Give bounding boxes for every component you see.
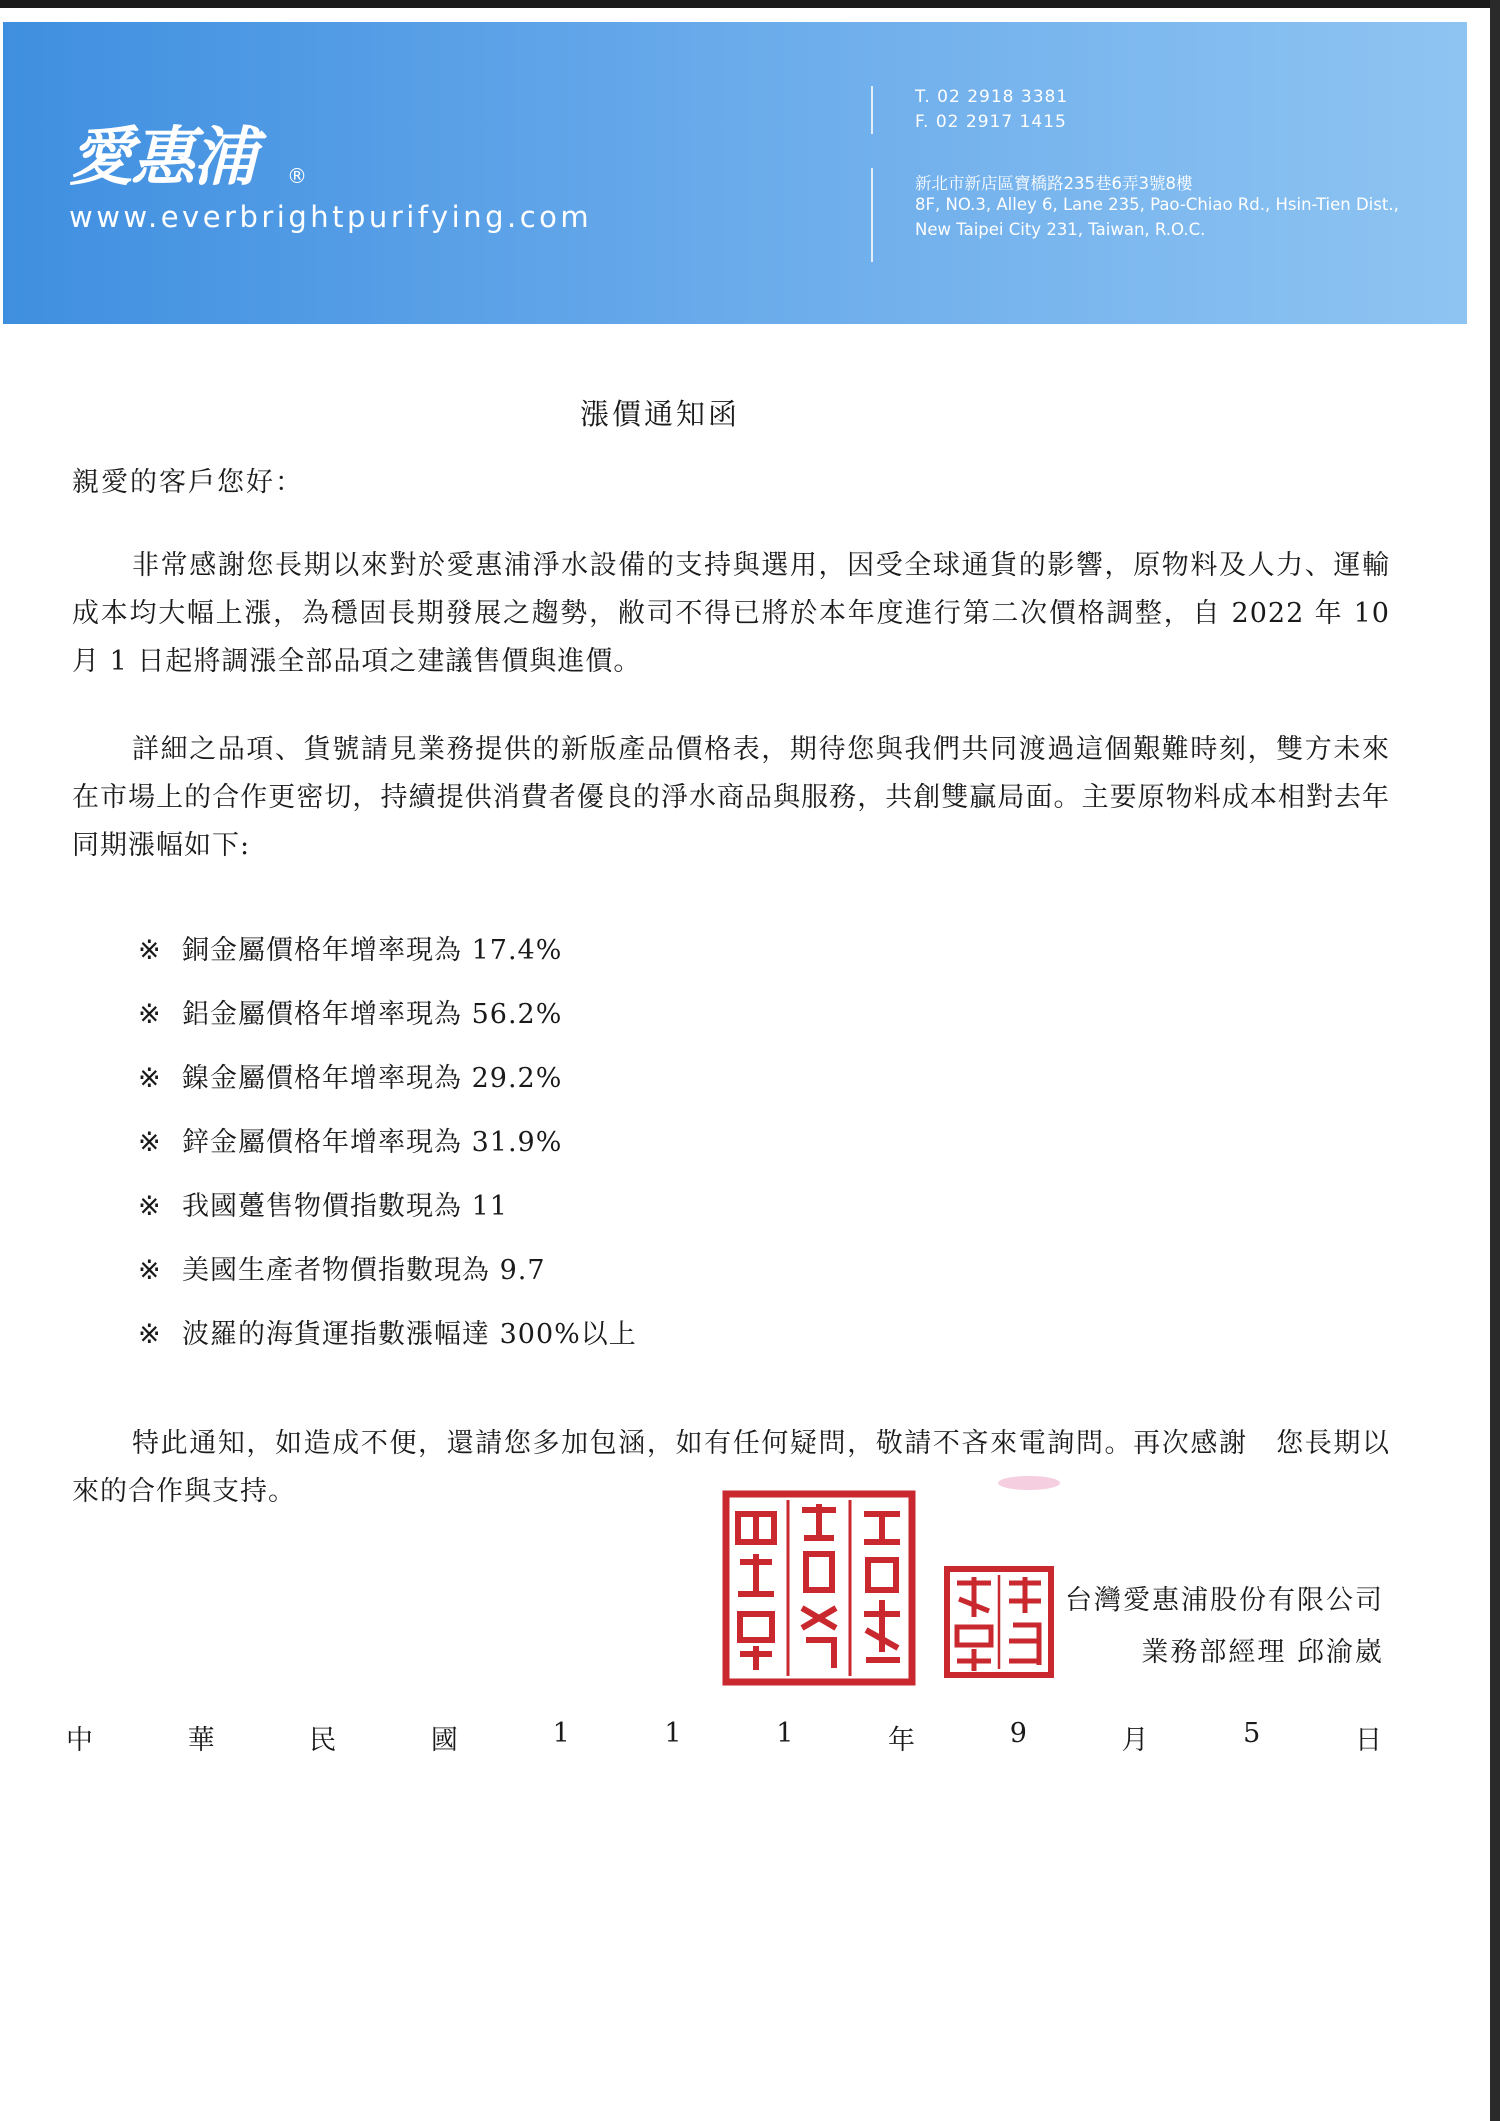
address-english-line2: New Taipei City 231, Taiwan, R.O.C. [915, 220, 1206, 239]
list-item-text: 波羅的海貨運指數漲幅達 300%以上 [182, 1319, 637, 1350]
bullet-mark: ※ [138, 1191, 162, 1222]
date-char: 月 [1121, 1725, 1149, 1756]
company-seal-stamp [722, 1490, 916, 1686]
list-item [138, 925, 637, 989]
date-char: 1 [664, 1718, 682, 1749]
bullet-mark: ※ [138, 1063, 162, 1094]
list-item [138, 1117, 637, 1181]
list-item [138, 1053, 637, 1117]
date-char: 中 [66, 1725, 93, 1756]
scan-edge-top [0, 0, 1500, 8]
list-item-text: 鋅金屬價格年增率現為 31.9% [182, 1127, 563, 1158]
list-item-text: 鋁金屬價格年增率現為 56.2% [182, 999, 563, 1030]
body-paragraph-1: 非常感謝您長期以來對於愛惠浦淨水設備的支持與選用，因受全球通貨的影響，原物料及人力、運輸成本均大幅上漲，為穩固長期發展之趨勢，敝司不得已將於本年度進行第二次價格調整，自 2022 年 10 月 1 日起將調漲全部品項之建議售價與進價。 [72, 550, 1390, 677]
bullet-mark: ※ [138, 1319, 162, 1350]
address-chinese: 新北市新店區寶橋路235巷6弄3號8樓 [915, 174, 1193, 193]
list-item-text: 鎳金屬價格年增率現為 29.2% [182, 1063, 563, 1094]
greeting: 親愛的客戶您好： [72, 467, 304, 498]
divider-line [871, 86, 873, 134]
date-char: 9 [1009, 1718, 1027, 1749]
bullet-mark: ※ [138, 999, 162, 1030]
website-url: www.everbrightpurifying.com [69, 200, 593, 234]
list-item [138, 1181, 637, 1245]
list-item-text: 美國生產者物價指數現為 9.7 [182, 1255, 546, 1286]
list-item [138, 1309, 637, 1373]
date-char: 1 [552, 1718, 570, 1749]
list-item [138, 1245, 637, 1309]
address-english-line1: 8F, NO.3, Alley 6, Lane 235, Pao-Chiao Rd., Hsin-Tien Dist., [915, 195, 1399, 214]
fax-number: F. 02 2917 1415 [915, 112, 1067, 132]
date-line [66, 1718, 1382, 1757]
company-name: 台灣愛惠浦股份有限公司 [1065, 1585, 1384, 1616]
date-char: 日 [1354, 1725, 1382, 1756]
manager-seal-stamp [943, 1565, 1055, 1679]
date-char: 年 [888, 1725, 916, 1756]
list-item [138, 989, 637, 1053]
bullet-mark: ※ [138, 935, 162, 966]
date-char: 5 [1243, 1718, 1261, 1749]
body-paragraph-2: 詳細之品項、貨號請見業務提供的新版產品價格表，期待您與我們共同渡過這個艱難時刻，雙方未來在市場上的合作更密切，持續提供消費者優良的淨水商品與服務，共創雙贏局面。主要原物料成本相對去年同期漲幅如下: [72, 734, 1390, 861]
list-item-text: 銅金屬價格年增率現為 17.4% [182, 935, 563, 966]
ink-smudge [998, 1476, 1060, 1490]
closing-paragraph: 特此通知，如造成不便，還請您多加包涵，如有任何疑問，敬請不吝來電詢問。再次感謝 您長期以來的合作與支持。 [72, 1428, 1390, 1507]
phone-number: T. 02 2918 3381 [915, 87, 1069, 107]
list-item-text: 我國躉售物價指數現為 11 [182, 1191, 508, 1222]
bullet-mark: ※ [138, 1255, 162, 1286]
date-char: 華 [187, 1725, 215, 1756]
company-logo: 愛惠浦 [69, 121, 255, 195]
divider-line [871, 168, 873, 262]
cost-increase-list [138, 925, 637, 1373]
date-char: 1 [776, 1718, 794, 1749]
signer-name: 業務部經理 邱渝崴 [1141, 1637, 1384, 1668]
date-char: 國 [430, 1725, 458, 1756]
bullet-mark: ※ [138, 1127, 162, 1158]
letter-title: 漲價通知函 [579, 397, 740, 431]
letterhead-banner [3, 22, 1467, 324]
registered-mark: ® [287, 164, 307, 188]
date-char: 民 [309, 1725, 337, 1756]
scan-edge-right [1490, 0, 1500, 2121]
